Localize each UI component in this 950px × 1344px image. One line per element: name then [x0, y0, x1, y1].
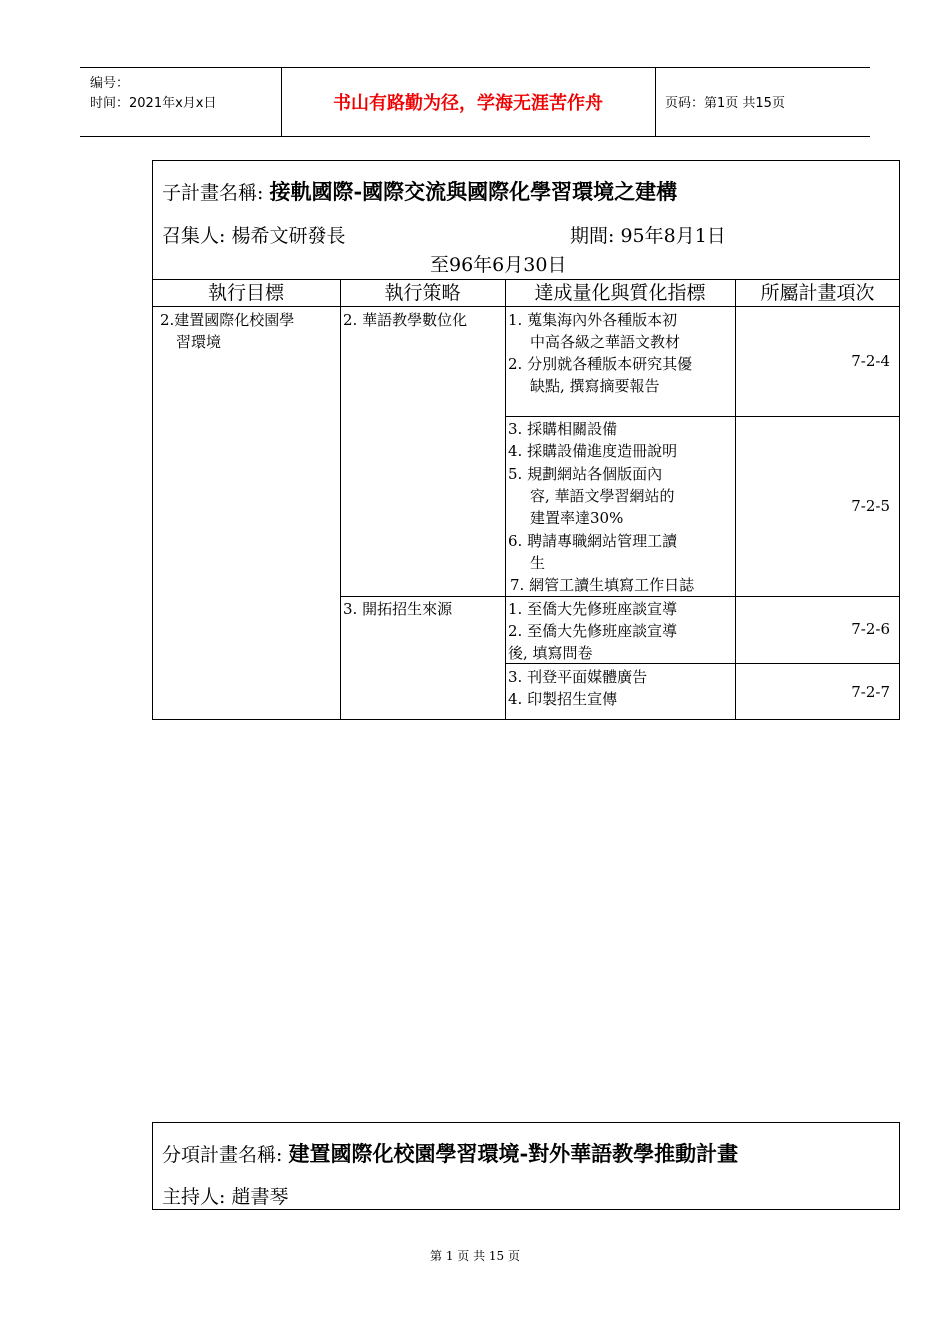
motto: 书山有路勤为径，学海无涯苦作舟 [333, 93, 603, 114]
page-info: 页码：第1页 共15页 [665, 96, 785, 111]
time-label: 时间：2021年x月x日 [90, 96, 217, 111]
indicator-line: 1. 至僑大先修班座談宣導 [508, 600, 678, 618]
item-ref: 7-2-5 [851, 497, 890, 515]
indicator-line: 建置率達30% [530, 509, 624, 527]
indicator-line: 2. 至僑大先修班座談宣導 [508, 622, 678, 640]
goal-line: 2.建置國際化校園學 [160, 311, 295, 329]
table-rule [340, 596, 900, 597]
project-name: 接軌國際-國際交流與國際化學習環境之建構 [269, 179, 678, 204]
indicator-line: 後, 填寫問卷 [508, 644, 593, 662]
indicator-line: 6. 聘請專職網站管理工讀 [508, 532, 678, 550]
strategy-recruit: 3. 開拓招生來源 [343, 600, 453, 618]
page-footer: 第 1 页 共 15 页 [430, 1249, 520, 1263]
divider [655, 68, 656, 136]
subproject-host: 主持人: 趙書琴 [162, 1186, 289, 1208]
indicator-line: 3. 採購相關設備 [508, 420, 618, 438]
indicator-line: 1. 蒐集海內外各種版本初 [508, 311, 678, 329]
header-item: 所屬計畫項次 [760, 282, 875, 304]
indicator-line: 4. 印製招生宣傳 [508, 690, 618, 708]
item-ref: 7-2-7 [851, 683, 890, 701]
header-goal: 執行目標 [207, 282, 284, 304]
header-strategy: 執行策略 [384, 282, 461, 304]
document-header [80, 67, 870, 137]
table-rule [505, 416, 900, 417]
header-meta [80, 68, 280, 136]
item-ref: 7-2-6 [851, 620, 890, 638]
subproject-title [162, 1138, 738, 1168]
table-rule [152, 306, 900, 307]
period: 期間: 95年8月1日 [570, 225, 726, 247]
item-ref: 7-2-4 [851, 352, 890, 370]
indicator-line: 4. 採購設備進度造冊說明 [508, 442, 678, 460]
convener: 召集人: 楊希文研發長 [162, 225, 346, 247]
table-col-line [735, 279, 736, 719]
indicator-line: 缺點, 撰寫摘要報告 [530, 377, 660, 395]
project-title [162, 176, 677, 206]
subproject-name: 建置國際化校園學習環境-對外華語教學推動計畫 [288, 1141, 739, 1166]
strategy-digital: 2. 華語教學數位化 [343, 311, 468, 329]
indicator-line: 7. 網管工讀生填寫工作日誌 [510, 576, 695, 594]
indicator-line: 中高各級之華語文教材 [530, 333, 681, 351]
period-end: 至96年6月30日 [430, 254, 567, 276]
indicator-line: 5. 規劃網站各個版面內 [508, 465, 663, 483]
indicator-line: 2. 分別就各種版本研究其優 [508, 355, 693, 373]
table-col-line [505, 279, 506, 719]
indicator-line: 容, 華語文學習網站的 [530, 487, 675, 505]
indicator-line: 3. 刊登平面媒體廣告 [508, 668, 648, 686]
header-indicator: 達成量化與質化指標 [534, 282, 706, 304]
indicator-line: 生 [530, 554, 546, 572]
number-label: 编号： [90, 76, 130, 91]
project-name-label: 子計畫名稱: [162, 182, 264, 204]
subproject-name-label: 分項計畫名稱: [162, 1144, 283, 1166]
goal-line: 習環境 [176, 333, 222, 351]
table-col-line [340, 279, 341, 719]
